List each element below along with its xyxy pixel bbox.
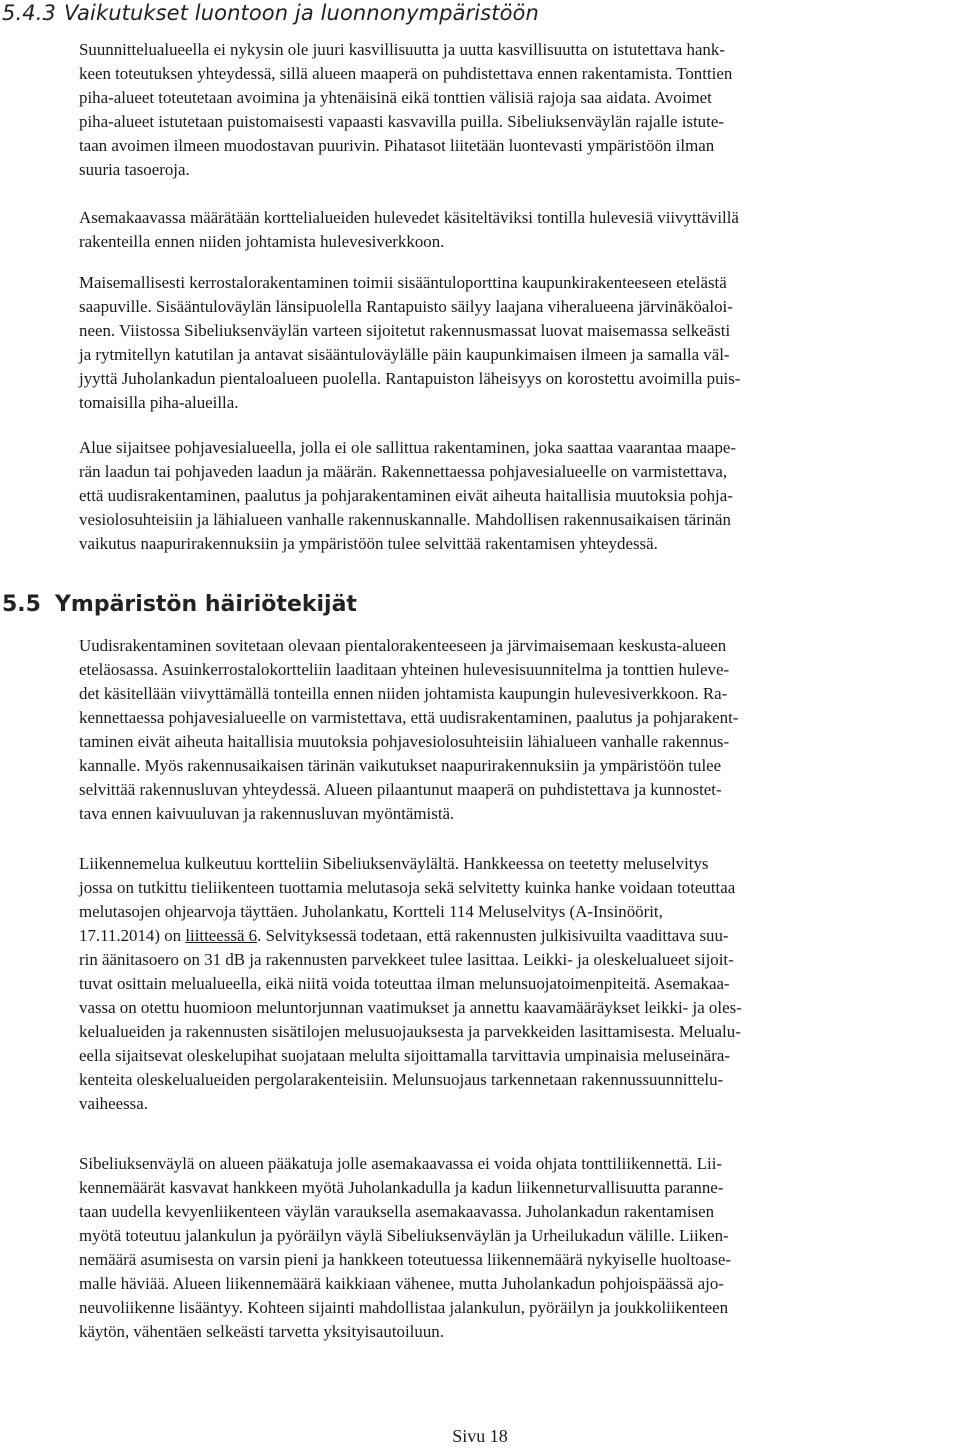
text-line: Suunnittelualueella ei nykysin ole juuri kasvillisuutta ja uutta kasvillisuutta on istutettava hank- <box>79 40 725 59</box>
text-line: kannalle. Myös rakennusaikaisen tärinän vaikutukset naapurirakennuksiin ja ympäristöön tulee <box>79 756 722 775</box>
paragraph-groundwater <box>79 436 949 556</box>
section-5-5-heading <box>2 590 357 620</box>
text-line: saapuville. Sisääntuloväylän länsipuolella Rantapuisto säilyy laajana viheralueena järvinäköaloi- <box>79 297 733 316</box>
text-line: että uudisrakentaminen, paalutus ja pohjarakentaminen eivät aiheuta haitallisia muutoksia pohja- <box>79 486 733 505</box>
link-prefix: 17.11.2014) on <box>79 926 186 945</box>
text-line: taan avoimen ilmeen muodostavan puurivin. Pihatasot liitetään luontevasti ympäristöön ilman <box>79 136 715 155</box>
text-line: taminen eivät aiheuta haitallisia muutoksia pohjavesiolosuhteisiin lähialueen vanhalle rakennus- <box>79 732 730 751</box>
page-number: Sivu 18 <box>452 1426 508 1446</box>
text-line: taan uudella kevyenliikenteen väylän varauksella asemakaavassa. Juholankadun rakentamisen <box>79 1202 715 1221</box>
text-line: Uudisrakentaminen sovitetaan olevaan pientalorakenteeseen ja järvimaisemaan keskusta-alueen <box>79 636 727 655</box>
section-5-4-3-heading <box>2 0 539 26</box>
section-title: Vaikutukset luontoon ja luonnonympäristöön <box>63 1 539 25</box>
text-line: neen. Viistossa Sibeliuksenväylän varteen sijoitetut rakennusmassat luovat maisemassa selkeästi <box>79 321 731 340</box>
text-line: tomaisilla piha-alueilla. <box>79 393 239 412</box>
text-line: kennettaessa pohjavesialueelle on varmistettava, että uudisrakentaminen, paalutus ja pohjarakent- <box>79 708 739 727</box>
text-line: rakenteilla ennen niiden johtamista hulevesiverkkoon. <box>79 232 445 251</box>
paragraph-traffic-noise <box>79 852 949 1116</box>
text-line: suuria tasoeroja. <box>79 160 190 179</box>
text-line: tuvat osittain melualueella, eikä niitä voida toteuttaa ilman melunsuojatoimenpiteitä. Asemakaa- <box>79 974 730 993</box>
text-line: det käsitellään viivyttämällä tonteilla ennen niiden johtamista kaupungin hulevesiverkkoon. Ra- <box>79 684 728 703</box>
text-line: vaikutus naapurirakennuksiin ja ympäristöön tulee selvittää rakentamisen yhteydessä. <box>79 534 658 553</box>
text-line: myötä toteutuu jalankulun ja pyöräilyn väylä Sibeliuksenväylän ja Urheilukadun välille. Liiken- <box>79 1226 729 1245</box>
text-line: Asemakaavassa määrätään korttelialueiden hulevedet käsiteltäviksi tontilla hulevesiä viivyttävillä <box>79 208 739 227</box>
text-line: selvittää rakennusluvan yhteydessä. Alueen pilaantunut maaperä on puhdistettava ja kunnostet- <box>79 780 722 799</box>
text-line: Sibeliuksenväylä on alueen pääkatuja jolle asemakaavassa ei voida ohjata tonttiliikennettä. Lii- <box>79 1154 723 1173</box>
text-line: piha-alueet istutetaan puistomaisesti vapaasti kasvavilla puilla. Sibeliuksenväylän rajalle istute- <box>79 112 724 131</box>
text-line: vassa on otettu huomioon meluntorjunnan vaatimukset ja annettu kaavamääräykset leikki- ja oles- <box>79 998 742 1017</box>
text-line: ja rytmitellyn katutilan ja antavat sisääntuloväylälle päin kaupunkimaisen ilmeen ja samalla väl- <box>79 345 730 364</box>
text-line-with-link <box>79 924 949 948</box>
text-line: vaiheessa. <box>79 1094 148 1113</box>
paragraph-urban-fit <box>79 634 949 826</box>
text-line: kenteita oleskelualueiden pergolarakenteisiin. Melunsuojaus tarkennetaan rakennussuunnittelu- <box>79 1070 724 1089</box>
paragraph-landscape <box>79 271 949 415</box>
text-line: melutasojen ohjearvoja täyttäen. Juholankatu, Kortteli 114 Meluselvitys (A-Insinöörit, <box>79 902 663 921</box>
paragraph-stormwater <box>79 206 949 254</box>
section-number: 5.5 <box>2 592 41 617</box>
text-line: nemäärä asumisesta on varsin pieni ja hankkeen toteutuessa liikennemäärä nykyiselle huoltoase- <box>79 1250 731 1269</box>
text-line: keen toteutuksen yhteydessä, sillä alueen maaperä on puhdistettava ennen rakentamista. Tonttien <box>79 64 733 83</box>
text-line: käytön, vähentäen selkeästi tarvetta yksityisautoiluun. <box>79 1322 444 1341</box>
text-line: Liikennemelua kulkeutuu kortteliin Sibeliuksenväylältä. Hankkeessa on teetetty meluselvitys <box>79 854 709 873</box>
text-line: vesiolosuhteisiin ja lähialueen vanhalle rakennuskannalle. Mahdollisen rakennusaikaisen tärinän <box>79 510 731 529</box>
text-line: rän laadun tai pohjaveden laadun ja määrän. Rakennettaessa pohjavesialueelle on varmistettava, <box>79 462 728 481</box>
paragraph-vegetation <box>79 38 949 182</box>
text-line: Maisemallisesti kerrostalorakentaminen toimii sisääntuloporttina kaupunkirakenteeseen etelästä <box>79 273 727 292</box>
text-line: Alue sijaitsee pohjavesialueella, jolla ei ole sallittua rakentaminen, joka saattaa vaarantaa maape- <box>79 438 737 457</box>
section-number: 5.4.3 <box>2 1 56 25</box>
section-title: Ympäristön häiriötekijät <box>54 592 357 617</box>
text-line: rin äänitasoero on 31 dB ja rakennusten parvekkeet tulee lasittaa. Leikki- ja oleskelualueet sijoit- <box>79 950 734 969</box>
link-suffix: . Selvityksessä todetaan, että rakennusten julkisivuilta vaadittava suu- <box>257 926 729 945</box>
text-line: kennemäärät kasvavat hankkeen myötä Juholankadulla ja kadun liikenneturvallisuutta paranne- <box>79 1178 724 1197</box>
paragraph-street-traffic <box>79 1152 949 1344</box>
appendix-6-link[interactable]: liitteessä 6 <box>185 926 258 945</box>
text-line: piha-alueet toteutetaan avoimina ja yhtenäisinä eikä tonttien välisiä rajoja saa aidata. Avoimet <box>79 88 712 107</box>
text-line: kelualueiden ja rakennusten sisätilojen melusuojauksesta ja parvekkeiden lasittamisesta. Melualu- <box>79 1022 741 1041</box>
text-line: eella sijaitsevat oleskelupihat suojataan melulta sijoittamalla tarvittavia umpinaisia meluseinära- <box>79 1046 731 1065</box>
text-line: eteläosassa. Asuinkerrostalokortteliin laaditaan yhteinen hulevesisuunnitelma ja tonttien huleve- <box>79 660 730 679</box>
text-line: neuvoliikenne lisääntyy. Kohteen sijainti mahdollistaa jalankulun, pyöräilyn ja joukkoliikenteen <box>79 1298 729 1317</box>
text-line: malle häviää. Alueen liikennemäärä kaikkiaan vähenee, mutta Juholankadun pohjoispäässä ajo- <box>79 1274 724 1293</box>
text-line: tava ennen kaivuuluvan ja rakennusluvan myöntämistä. <box>79 804 455 823</box>
text-line: jyyttä Juholankadun pientaloalueen puolella. Rantapuiston läheisyys on korostettu avoimilla puis- <box>79 369 741 388</box>
text-line: jossa on tutkittu tieliikenteen tuottamia melutasoja sekä selvitetty kuinka hanke voidaan toteuttaa <box>79 878 736 897</box>
